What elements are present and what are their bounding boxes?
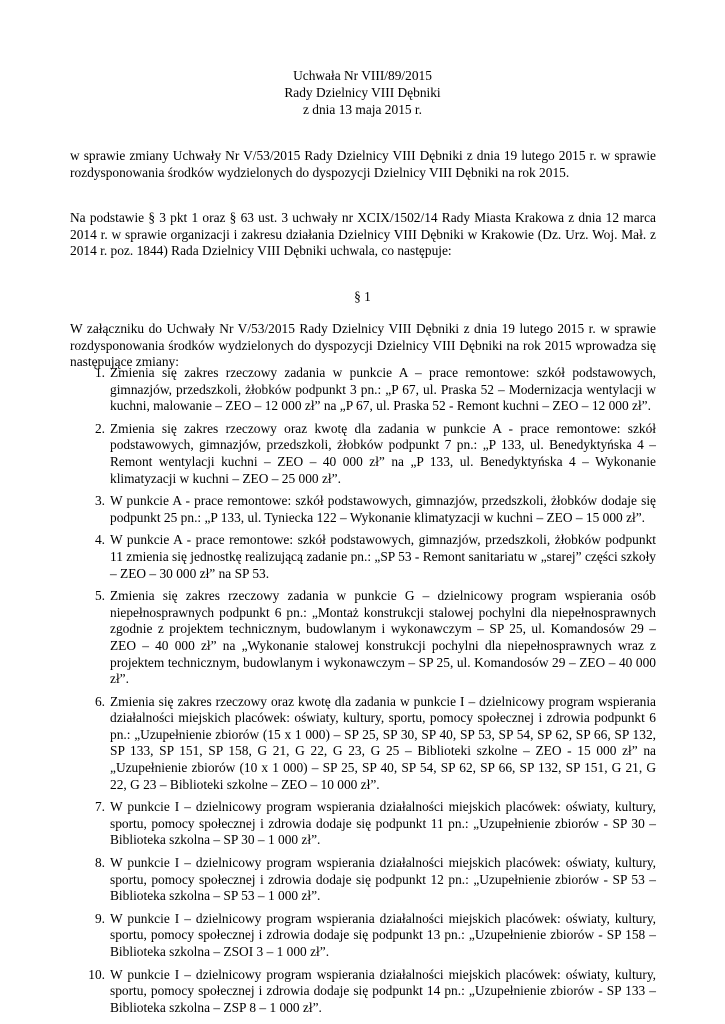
item-text: W punkcie I – dzielnicowy program wspierania działalności miejskich placówek: oświaty, kultury, sportu, pomocy społecznej i zdrowia dodaje się podpunkt 12 pn.: „Uzupełnienie zbiorów - SP 53 – Biblioteka szkolna – SP 53 – 1 000 zł”.	[110, 855, 656, 904]
item-text: Zmienia się zakres rzeczowy oraz kwotę dla zadania w punkcie I – dzielnicowy program wspierania działalności miejskich placówek: oświaty, kultury, sportu, pomocy społecznej i zdrowia podpunkt 6 pn.: „Uzupełnienie zbiorów (15 x 1 000) – SP 25, SP 30, SP 40, SP 53, SP 54, SP 62, SP 66, SP 132, SP 133, SP 151, SP 158, G 21, G 22, G 23, G 25 – Biblioteki szkolne – ZEO - 15 000 zł” na „Uzupełnienie zbiorów (10 x 1 000) – SP 25, SP 40, SP 54, SP 62, SP 66, SP 132, SP 151, G 21, G 22, G 23 – Biblioteki szkolne – ZEO – 10 000 zł”.	[110, 693, 656, 792]
list-item	[94, 588, 656, 688]
item-text: Zmienia się zakres rzeczowy oraz kwotę dla zadania w punkcie A - prace remontowe: szkół podstawowych, gimnazjów, przedszkoli, żłobków podpunkt 7 pn.: „P 133, ul. Benedyktyńska 4 – Remont wentylacji kuchni – ZEO – 40 000 zł” na „P 133, ul. Benedyktyńska 4 – Wykonanie klimatyzacji w kuchni – ZEO – 25 000 zł”.	[110, 420, 656, 486]
item-number: 2.	[94, 420, 105, 436]
section-intro: W załączniku do Uchwały Nr V/53/2015 Rady Dzielnicy VIII Dębniki z dnia 19 lutego 2015 r. w sprawie rozdysponowania środków wydzielonych do dyspozycji Dzielnicy VIII Dębniki na rok 2015 wprowadza się następujące zmiany:	[70, 321, 656, 370]
item-number: 5.	[94, 588, 105, 604]
section-mark: § 1	[354, 289, 371, 304]
item-number: 1.	[94, 365, 105, 380]
item-text: W punkcie I – dzielnicowy program wspierania działalności miejskich placówek: oświaty, kultury, sportu, pomocy społecznej i zdrowia dodaje się podpunkt 11 pn.: „Uzupełnienie zbiorów - SP 30 – Biblioteka szkolna – SP 30 – 1 000 zł”.	[110, 799, 656, 848]
list-item	[88, 966, 656, 1017]
resolution-date: z dnia 13 maja 2015 r.	[303, 102, 422, 117]
item-text: W punkcie A - prace remontowe: szkół podstawowych, gimnazjów, przedszkoli, żłobków podpunkt 11 zmienia się jednostkę realizującą zadanie pn.: „SP 53 - Remont sanitariatu w „starej” części szkoły – ZEO – 30 000 zł” na SP 53.	[110, 532, 656, 581]
resolution-subject: w sprawie zmiany Uchwały Nr V/53/2015 Rady Dzielnicy VIII Dębniki z dnia 19 lutego 2015 r. w sprawie rozdysponowania środków wydzielonych do dyspozycji Dzielnicy VIII Dębniki na rok 2015.	[70, 148, 656, 180]
list-item	[94, 365, 656, 415]
list-item	[94, 855, 656, 905]
item-number: 10.	[88, 966, 105, 982]
item-text: Zmienia się zakres rzeczowy zadania w punkcie G – dzielnicowy program wspierania osób niepełnosprawnych podpunkt 6 pn.: „Montaż konstrukcji stalowej pochylni dla niepełnosprawnych zgodnie z projektem technicznym, budowlanym i wykonawczym – SP 25, ul. Komandosów 29 – ZEO – 40 000 zł” na „Wykonanie stalowej konstrukcji pochylni dla niepełnosprawnych wraz z projektem technicznym, budowlanym i wykonawczym – SP 25, ul. Komandosów 29 – ZEO – 40 000 zł”.	[110, 588, 656, 687]
legal-basis: Na podstawie § 3 pkt 1 oraz § 63 ust. 3 uchwały nr XCIX/1502/14 Rady Miasta Krakowa z dnia 12 marca 2014 r. w sprawie organizacji i zakresu działania Dzielnicy VIII Dębniki w Krakowie (Dz. Urz. Woj. Mał. z 2014 r. poz. 1844) Rada Dzielnicy VIII Dębniki uchwala, co następuje:	[70, 210, 656, 259]
list-item	[94, 493, 656, 526]
list-item	[94, 799, 656, 849]
item-number: 3.	[94, 493, 105, 509]
item-number: 4.	[94, 532, 105, 548]
list-item	[94, 693, 656, 794]
resolution-number: Uchwała Nr VIII/89/2015	[293, 68, 432, 83]
item-text: Zmienia się zakres rzeczowy zadania w punkcie A – prace remontowe: szkół podstawowych, gimnazjów, przedszkoli, żłobków podpunkt 3 pn.: „P 67, ul. Praska 52 – Modernizacja wentylacji w kuchni, malowanie – ZEO – 12 000 zł” na „P 67, ul. Praska 52 - Remont kuchni – ZEO – 12 000 zł”.	[110, 365, 656, 414]
item-number: 8.	[94, 855, 105, 871]
council-name: Rady Dzielnicy VIII Dębniki	[284, 85, 441, 100]
item-number: 6.	[94, 693, 105, 709]
list-item	[94, 910, 656, 961]
item-text: W punkcie A - prace remontowe: szkół podstawowych, gimnazjów, przedszkoli, żłobków dodaje się podpunkt 25 pn.: „P 133, ul. Tyniecka 122 – Wykonanie klimatyzacji w kuchni – ZEO – 15 000 zł”.	[110, 493, 656, 525]
changes-list	[70, 365, 656, 1022]
list-item	[94, 532, 656, 582]
item-text: W punkcie I – dzielnicowy program wspierania działalności miejskich placówek: oświaty, kultury, sportu, pomocy społecznej i zdrowia dodaje się podpunkt 14 pn.: „Uzupełnienie zbiorów - SP 133 – Biblioteka szkolna – ZSP 8 – 1 000 zł”.	[110, 966, 656, 1015]
item-text: W punkcie I – dzielnicowy program wspierania działalności miejskich placówek: oświaty, kultury, sportu, pomocy społecznej i zdrowia dodaje się podpunkt 13 pn.: „Uzupełnienie zbiorów - SP 158 – Biblioteka szkolna – ZSOI 3 – 1 000 zł”.	[110, 910, 656, 959]
item-number: 7.	[94, 799, 105, 815]
list-item	[94, 420, 656, 487]
resolution-header	[0, 68, 725, 119]
item-number: 9.	[94, 910, 105, 926]
